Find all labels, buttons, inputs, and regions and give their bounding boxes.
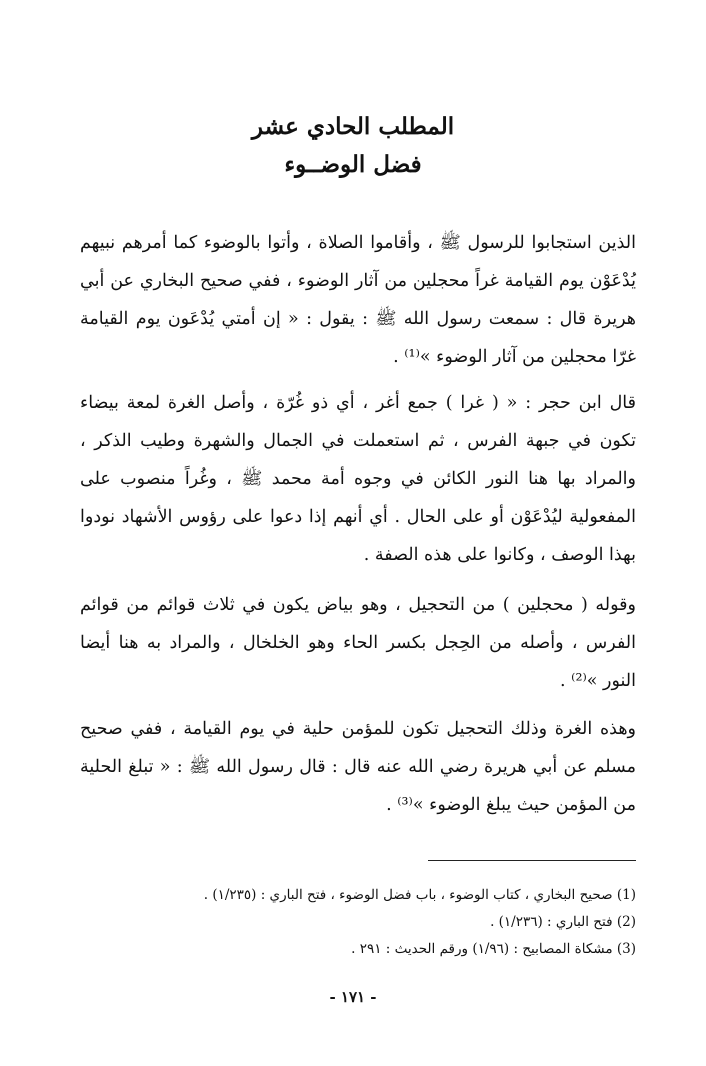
footnote-3: (3) مشكاة المصابيح : (١/٩٦) ورقم الحديث : ٢٩١ .	[351, 941, 636, 957]
footnote-divider	[428, 860, 636, 861]
paragraph-2: قال ابن حجر : « ( غرا ) جمع أغر ، أي ذو غُرّة ، وأصل الغرة لمعة بيضاء تكون في جبهة الفرس ، ثم استعملت في الجمال والشهرة وطيب الذكر ، والمراد بها هنا النور الكائن في وجوه أمة محمد ﷺ ، وغُراً منصوب على المفعولية ليُدْعَوْن أو على الحال . أي أنهم إذا دعوا على رؤوس الأشهاد نودوا بهذا الوصف ، وكانوا على هذه الصفة .	[80, 393, 636, 565]
section-subtitle: فضل الوضــوء	[284, 151, 422, 178]
paragraph-3: وقوله ( محجلين ) من التحجيل ، وهو بياض يكون في ثلاث قوائم من قوائم الفرس ، وأصله من الحِجل بكسر الحاء وهو الخلخال ، والمراد به هنا أيضا النور »⁽²⁾ .	[80, 595, 636, 691]
footnote-2: (2) فتح الباري : (١/٢٣٦) .	[490, 914, 636, 930]
paragraph-1: الذين استجابوا للرسول ﷺ ، وأقاموا الصلاة ، وأتوا بالوضوء كما أمرهم نبيهم يُدْعَوْن يوم القيامة غراً محجلين من آثار الوضوء ، ففي صحيح البخاري عن أبي هريرة قال : سمعت رسول الله ﷺ : يقول : « إن أمتي يُدْعَون يوم القيامة غرّا محجلين من آثار الوضوء »⁽¹⁾ .	[80, 233, 636, 367]
footnote-1: (1) صحيح البخاري ، كتاب الوضوء ، باب فضل الوضوء ، فتح الباري : (١/٢٣٥) .	[203, 887, 636, 903]
section-title: المطلب الحادي عشر	[251, 113, 455, 140]
paragraph-4: وهذه الغرة وذلك التحجيل تكون للمؤمن حلية في يوم القيامة ، ففي صحيح مسلم عن أبي هريرة رضي الله عنه قال : قال رسول الله ﷺ : « تبلغ الحلية من المؤمن حيث يبلغ الوضوء »⁽³⁾ .	[80, 719, 636, 815]
footnotes	[80, 882, 636, 963]
page-number: - ١٧١ -	[329, 988, 377, 1006]
